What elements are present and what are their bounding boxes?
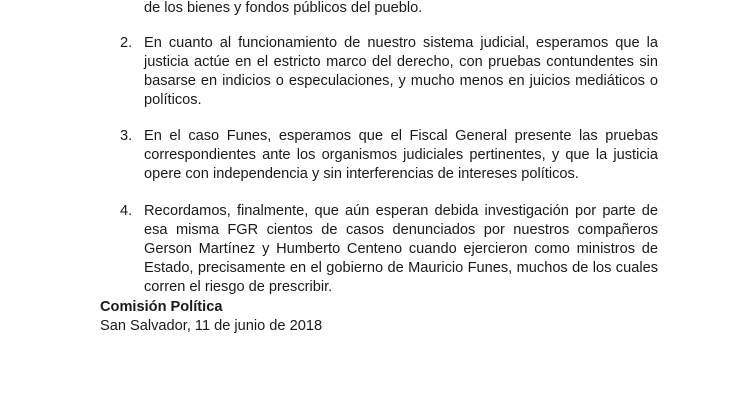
item-2-number: 2.	[120, 35, 133, 51]
item-4-number: 4.	[120, 203, 133, 219]
item-4-line-3: Gerson Martínez y Humberto Centeno cuando ejercieron como ministros de	[144, 241, 658, 257]
item-4-line-4: Estado, precisamente en el gobierno de Mauricio Funes, muchos de los cuales	[144, 260, 658, 276]
item-4-line-1: Recordamos, finalmente, que aún esperan debida investigación por parte de	[144, 203, 658, 219]
item-3-number: 3.	[120, 128, 133, 144]
item-1-tail-line: de los bienes y fondos públicos del pueblo.	[144, 0, 423, 16]
item-3-line-2: correspondientes ante los organismos judiciales pertinentes, y que la justicia	[144, 147, 658, 163]
signature-title: Comisión Política	[100, 299, 223, 315]
item-4-line-2: esa misma FGR cientos de casos denunciados por nuestros compañeros	[144, 222, 658, 238]
item-2-line-4: políticos.	[144, 92, 202, 108]
item-2-line-3: basarse en indicios o especulaciones, y mucho menos en juicios mediáticos o	[144, 73, 658, 89]
item-2-line-1: En cuanto al funcionamiento de nuestro sistema judicial, esperamos que la	[144, 35, 658, 51]
item-2-line-2: justicia actúe en el estricto marco del derecho, con pruebas contundentes sin	[144, 54, 658, 70]
item-3-line-3: opere con independencia y sin interferencias de intereses políticos.	[144, 166, 579, 182]
item-3-line-1: En el caso Funes, esperamos que el Fiscal General presente las pruebas	[144, 128, 658, 144]
signature-place-date: San Salvador, 11 de junio de 2018	[100, 318, 323, 334]
item-4-line-5: corren el riesgo de prescribir.	[144, 279, 333, 295]
